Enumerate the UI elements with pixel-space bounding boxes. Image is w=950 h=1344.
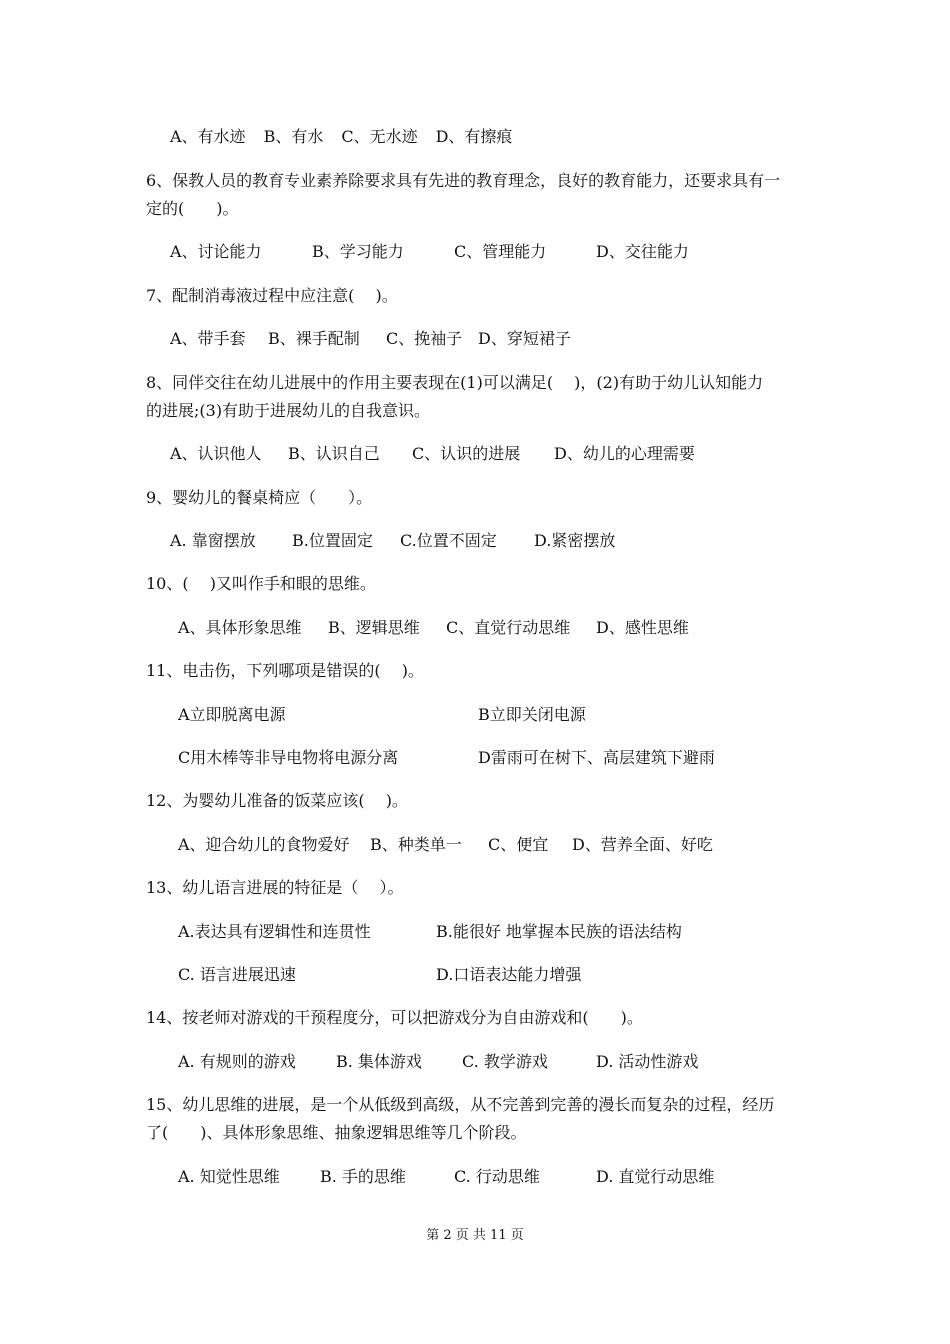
- q8-options: [170, 444, 695, 464]
- option-a: A、认识他人: [170, 444, 262, 463]
- question-8-line-2: 的进展;(3)有助于进展幼儿的自我意识。: [146, 401, 431, 420]
- question-7: 7、配制消毒液过程中应注意( )。: [146, 286, 398, 305]
- q9-options: [170, 531, 615, 551]
- question-6-line-2: 定的( )。: [146, 199, 239, 218]
- option-a: A. 靠窗摆放: [170, 531, 256, 550]
- option-b: B立即关闭电源: [478, 705, 586, 724]
- option-d: D、有擦痕: [435, 127, 513, 146]
- question-15-line-1: 15、幼儿思维的进展，是一个从低级到高级，从不完善到完善的漫长而复杂的过程，经历: [146, 1095, 775, 1114]
- option-a: A、有水迹: [170, 127, 246, 146]
- page-number-footer: 第 2 页 共 11 页: [426, 1228, 524, 1243]
- option-a: A、带手套: [170, 329, 246, 348]
- option-a: A、迎合幼儿的食物爱好: [178, 835, 350, 854]
- question-6-line-1: 6、保教人员的教育专业素养除要求具有先进的教育理念，良好的教育能力，还要求具有一: [146, 171, 781, 190]
- option-d: D. 活动性游戏: [596, 1052, 699, 1071]
- q10-options: [178, 618, 689, 638]
- option-c: C用木棒等非导电物将电源分离: [178, 748, 399, 767]
- option-a: A. 有规则的游戏: [178, 1052, 296, 1071]
- option-c: C、便宜: [488, 835, 549, 854]
- question-13: 13、幼儿语言进展的特征是（ ）。: [146, 878, 404, 897]
- option-d: D、交往能力: [596, 242, 689, 261]
- option-c: C.位置不固定: [400, 531, 497, 550]
- question-12: 12、为婴幼儿准备的饭菜应该( )。: [146, 791, 408, 810]
- option-d: D雷雨可在树下、高层建筑下避雨: [478, 748, 715, 767]
- option-d: D、感性思维: [596, 618, 689, 637]
- option-d: D、幼儿的心理需要: [554, 444, 695, 463]
- option-c: C、管理能力: [454, 242, 547, 261]
- option-d: D、营养全面、好吃: [572, 835, 713, 854]
- option-b: B、认识自己: [288, 444, 380, 463]
- q7-options: [170, 329, 571, 349]
- option-a: A立即脱离电源: [178, 705, 286, 724]
- option-d: D、穿短裙子: [478, 329, 571, 348]
- option-b: B、学习能力: [312, 242, 404, 261]
- option-c: C. 行动思维: [454, 1167, 540, 1186]
- q14-options: [178, 1052, 698, 1072]
- option-c: C、直觉行动思维: [446, 618, 571, 637]
- q5-options: [170, 127, 512, 147]
- option-a: A. 知觉性思维: [178, 1167, 280, 1186]
- option-c: C、挽袖子: [386, 329, 463, 348]
- option-a: A、讨论能力: [170, 242, 262, 261]
- option-b: B. 集体游戏: [336, 1052, 422, 1071]
- question-9: 9、婴幼儿的餐桌椅应（ ）。: [146, 488, 373, 507]
- question-8-line-1: 8、同伴交往在幼儿进展中的作用主要表现在(1)可以满足( )，(2)有助于幼儿认知能力: [146, 373, 764, 392]
- option-d: D.紧密摆放: [534, 531, 616, 550]
- question-11: 11、电击伤，下列哪项是错误的( )。: [146, 661, 424, 680]
- option-a: A.表达具有逻辑性和连贯性: [178, 922, 371, 941]
- option-d: D. 直觉行动思维: [596, 1167, 715, 1186]
- option-b: B、裸手配制: [268, 329, 360, 348]
- option-c: C. 语言进展迅速: [178, 965, 296, 984]
- option-d: D.口语表达能力增强: [436, 965, 582, 984]
- option-c: C、无水迹: [341, 127, 418, 146]
- option-c: C. 教学游戏: [462, 1052, 548, 1071]
- option-a: A、具体形象思维: [178, 618, 302, 637]
- option-b: B、有水: [263, 127, 324, 146]
- option-b: B. 手的思维: [320, 1167, 406, 1186]
- option-b: B、种类单一: [370, 835, 462, 854]
- question-14: 14、按老师对游戏的干预程度分，可以把游戏分为自由游戏和( )。: [146, 1008, 643, 1027]
- q12-options: [178, 835, 713, 855]
- option-b: B、逻辑思维: [328, 618, 420, 637]
- option-b: B.位置固定: [292, 531, 373, 550]
- question-15-line-2: 了( )、具体形象思维、抽象逻辑思维等几个阶段。: [146, 1123, 527, 1142]
- option-c: C、认识的进展: [412, 444, 521, 463]
- question-10: 10、( )又叫作手和眼的思维。: [146, 574, 376, 593]
- option-b: B.能很好 地掌握本民族的语法结构: [436, 922, 682, 941]
- q6-options: [170, 242, 689, 262]
- q15-options: [178, 1167, 714, 1187]
